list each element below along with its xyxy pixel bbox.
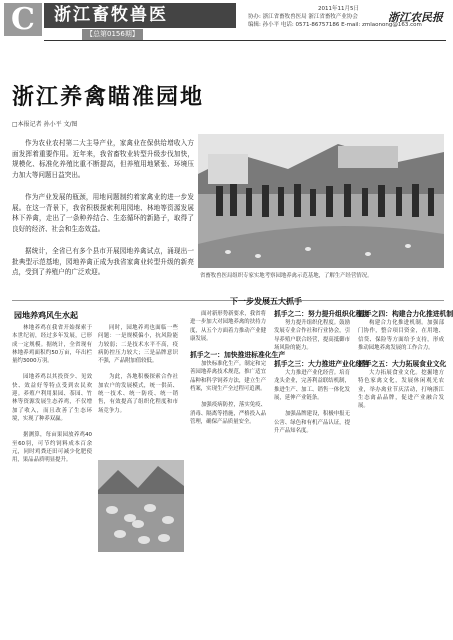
body-paragraph: 同时，园地养鸡也面临一些问题：一是规模偏小，抗风险能力较弱；二是技术水平不高，疫病防控压力较大；三是品牌意识不强，产品附加值较低。: [98, 325, 178, 365]
masthead-rule: [44, 40, 446, 41]
sub-head: 抓手之三：大力推进产业化经营: [274, 360, 370, 369]
body-column-3: [190, 310, 286, 638]
body-paragraph: 加强疫病防控，落实免疫、消毒、隔离等措施，严格投入品管理，确保产品质量安全。: [190, 402, 266, 425]
body-column-4: [274, 310, 370, 638]
editor-line: 协办: 浙江省畜牧兽医局 浙江省畜牧产业协会: [248, 14, 358, 20]
small-photo: [98, 460, 184, 552]
body-paragraph: 林地养鸡在我省开始探索于本世纪初，经过多年发展，已形成一定规模。据统计，全省现有林地养鸡面积约50万亩，年出栏量约3000万羽。: [12, 325, 92, 365]
body-paragraph: 大力推进产业化经营。培育龙头企业，完善利益联结机制，推进生产、加工、销售一体化发展，延伸产业链条。: [274, 370, 350, 402]
body-paragraph: 构建合力化推进机制。加强部门协作，整合项目资金，在用地、信贷、保险等方面给予支持，形成推动园地养禽发展的工作合力。: [358, 320, 444, 351]
sub-head: 抓手之二：努力提升组织化程度: [274, 310, 370, 318]
section-head-right: 下一步发展五大抓手: [230, 297, 302, 306]
page-title: 浙江畜牧兽医: [54, 5, 168, 25]
issue-number: 【总第0156期】: [82, 29, 143, 40]
issue-date: 2011年11月5日: [318, 6, 359, 12]
article-headline: 浙江养禽瞄准园地: [12, 84, 205, 110]
body-paragraph: 加强品牌建设，积极申报无公害、绿色和有机产品认证，提升产品知名度。: [274, 411, 350, 434]
section-letter: C: [4, 3, 42, 36]
sub-head: 抓手之一：加快推进标准化生产: [190, 351, 286, 360]
contact-line: 编辑: 孙小平 电话: 0571-86757186 E-mail: zmlaonong@163.com: [248, 22, 422, 28]
body-paragraph: 面对新形势新要求，我省将进一步加大对园地养禽的扶持力度，从五个方面着力推动产业健康发展。: [190, 311, 266, 342]
photo-caption: 省畜牧兽医局组织专家实地考察园地养禽示范基地，了解生产经营情况。: [200, 273, 373, 279]
body-paragraph: 园地养鸡以其投资少、见效快、效益好等特点受到农民欢迎。养殖户利用果园、茶园、竹林等资源发展生态养鸡，不仅增加了收入，而且改善了生态环境，实现了种养双赢。: [12, 374, 92, 422]
article-byline: □本报记者 孙小平 文/图: [12, 121, 78, 128]
lead-paragraph: 据统计，全省已有多个县市开展园地养禽试点，涌现出一批典型示范基地，园地养禽正成为我省家禽业转型升级的新亮点，受到了养殖户的广泛欢迎。: [12, 247, 194, 276]
section-divider: [12, 300, 444, 301]
body-paragraph: 努力提升组织化程度。鼓励发展专业合作社和行业协会，引导养殖户联合经营，提高抵御市场风险的能力。: [274, 320, 350, 351]
body-paragraph: 据测算，每亩果园放养鸡40至60羽，可节约饲料成本百余元，同时鸡粪还田可减少化肥使用，果品品质明显提升。: [12, 432, 92, 464]
newspaper-logo: 浙江农民报: [388, 11, 443, 24]
lead-paragraph: 作为农业农村第二大主导产业，家禽业在保供给增收入方面发挥着重要作用。近年来，我省畜牧业转型升级步伐加快，规模化、标准化养殖比重不断提高，但养殖用地紧张、环境压力加大等问题日益突出。: [12, 139, 194, 179]
lead-paragraph: 作为产业发展的瓶颈，用地问题制约着家禽业的进一步发展。在这一背景下，我省积极探索利用园地、林地等资源发展林下养禽，走出了一条种养结合、生态循环的新路子，取得了良好的经济、社会和生态效益。: [12, 193, 194, 233]
masthead: [4, 3, 446, 43]
body-paragraph: 大力拓展食业文化。挖掘地方特色家禽文化，发展休闲观光农业，举办禽业节庆活动，打响浙江生态禽品品牌，促进产业融合发展。: [358, 370, 444, 410]
body-paragraph: 加快标准化生产。制定和完善园地养禽技术规范，推广适宜品种和科学饲养方法，建立生产档案，实现生产全过程可追溯。: [190, 361, 266, 393]
main-photo: [198, 134, 444, 268]
body-column-5: [358, 310, 453, 638]
body-paragraph: 为此，各地积极探索合作社加农户的发展模式，统一供苗、统一技术、统一防疫、统一销售，有效提高了组织化程度和市场竞争力。: [98, 374, 178, 414]
sub-head: 抓手之四：构建合力化推进机制: [358, 310, 453, 318]
sub-head: 抓手之五：大力拓展食业文化: [358, 360, 447, 369]
section-head-left: 园地养鸡风生水起: [14, 311, 78, 320]
body-column-1: [12, 324, 92, 638]
body-column-2: [98, 324, 178, 456]
